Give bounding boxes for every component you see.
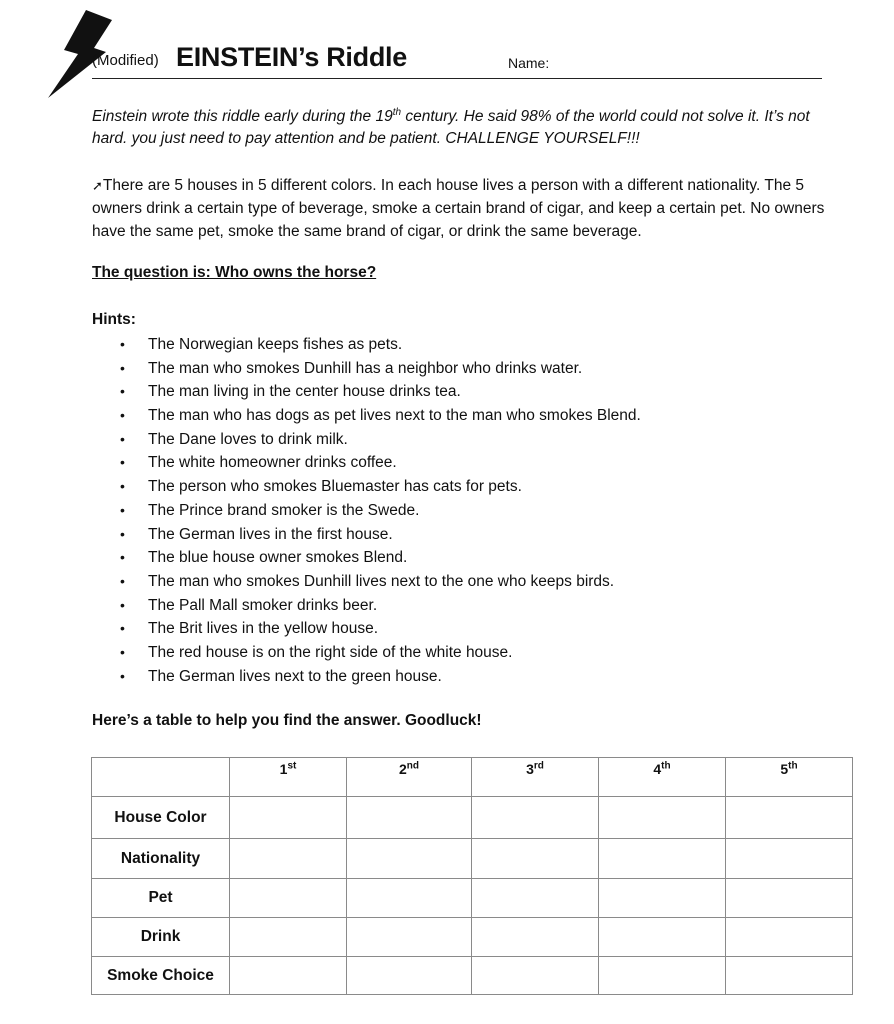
row-label: Pet [92,879,230,918]
hint-text: The German lives next to the green house. [148,667,442,685]
bullet-icon: • [120,620,125,637]
hints-list [118,333,641,688]
bullet-icon: • [120,667,125,684]
table-label: Here’s a table to help you find the answer. Goodluck! [92,712,482,729]
hint-text: The Pall Mall smoker drinks beer. [148,596,378,614]
hint-text: The man who smokes Dunhill lives next to the one who keeps birds. [148,572,615,590]
column-header: 2nd [347,758,472,797]
answer-cell[interactable] [599,957,726,995]
answer-cell[interactable] [347,918,472,957]
hint-item [118,546,641,570]
hint-text: The German lives in the first house. [148,525,393,543]
bullet-icon: • [120,501,125,518]
bullet-icon: • [120,359,125,376]
table-row [92,879,853,918]
hint-text: The Brit lives in the yellow house. [148,620,379,638]
bullet-icon: • [120,478,125,495]
hint-text: The red house is on the right side of the white house. [148,643,513,661]
bullet-icon: • [120,383,125,400]
cursor-arrow-icon: ➚ [92,178,103,193]
hint-text: The Prince brand smoker is the Swede. [148,501,420,519]
answer-cell[interactable] [472,957,599,995]
hint-item [118,333,641,357]
table-row [92,918,853,957]
answer-cell[interactable] [599,879,726,918]
answer-cell[interactable] [472,797,599,839]
answer-cell[interactable] [599,797,726,839]
row-label: Smoke Choice [92,957,230,995]
bullet-icon: • [120,525,125,542]
answer-cell[interactable] [347,839,472,879]
answer-cell[interactable] [472,879,599,918]
answer-cell[interactable] [230,839,347,879]
bullet-icon: • [120,643,125,660]
bullet-icon: • [120,549,125,566]
answer-cell[interactable] [472,839,599,879]
answer-cell[interactable] [726,957,853,995]
answer-cell[interactable] [347,957,472,995]
table-row [92,797,853,839]
bullet-icon: • [120,572,125,589]
table-row [92,839,853,879]
bullet-icon: • [120,430,125,447]
hint-text: The man who has dogs as pet lives next to the man who smokes Blend. [148,407,641,425]
hint-item [118,428,641,452]
hint-item [118,475,641,499]
corner-cell [92,758,230,797]
answer-cell[interactable] [230,918,347,957]
hint-item [118,641,641,665]
intro-text: Einstein wrote this riddle early during the 19th century. He said 98% of the world could not solve it. It’s not hard. you just need to pay attention and be patient. CHALLENGE YOURSELF!!! [92,106,810,147]
row-label: House Color [92,797,230,839]
answer-cell[interactable] [726,918,853,957]
answer-cell[interactable] [347,879,472,918]
answer-cell[interactable] [230,879,347,918]
hint-item [118,665,641,689]
hint-item [118,380,641,404]
hint-text: The man living in the center house drinks tea. [148,383,461,401]
column-header: 3rd [472,758,599,797]
name-label: Name: [508,55,550,71]
hint-item [118,594,641,618]
column-header: 4th [599,758,726,797]
hint-item [118,357,641,381]
hint-item [118,617,641,641]
table-row [92,957,853,995]
bullet-icon: • [120,454,125,471]
answer-cell[interactable] [726,797,853,839]
answer-cell[interactable] [230,957,347,995]
hint-text: The person who smokes Bluemaster has cats for pets. [148,478,522,496]
hint-text: The man who smokes Dunhill has a neighbor who drinks water. [148,359,583,377]
title-modifier: (Modified) [92,52,159,69]
answer-cell[interactable] [472,918,599,957]
answer-cell[interactable] [599,918,726,957]
hint-item [118,451,641,475]
answer-cell[interactable] [230,797,347,839]
bullet-icon: • [120,596,125,613]
hint-item [118,523,641,547]
hint-text: The Dane loves to drink milk. [148,430,348,448]
answer-cell[interactable] [726,879,853,918]
row-label: Drink [92,918,230,957]
bullet-icon: • [120,336,125,352]
hints-label: Hints: [92,311,136,328]
hint-text: The white homeowner drinks coffee. [148,454,397,472]
row-label: Nationality [92,839,230,879]
answer-cell[interactable] [726,839,853,879]
hint-text: The blue house owner smokes Blend. [148,549,408,567]
hint-text: The Norwegian keeps fishes as pets. [148,336,403,353]
hint-item [118,499,641,523]
column-header: 1st [230,758,347,797]
header [92,40,822,79]
hint-item [118,404,641,428]
column-header: 5th [726,758,853,797]
page-title: EINSTEIN’s Riddle [176,42,407,72]
answer-table [91,757,853,995]
answer-cell[interactable] [347,797,472,839]
hint-item [118,570,641,594]
bullet-icon: • [120,407,125,424]
puzzle-description: ➚There are 5 houses in 5 different colors. In each house lives a person with a different nationality. The 5 owners drink a certain type of beverage, smoke a certain brand of cigar, and keep a certain pet. No owners have the same pet, smoke the same brand of cigar, or drink the same beverage. [92,177,825,240]
question-text: The question is: Who owns the horse? [92,264,377,281]
answer-cell[interactable] [599,839,726,879]
